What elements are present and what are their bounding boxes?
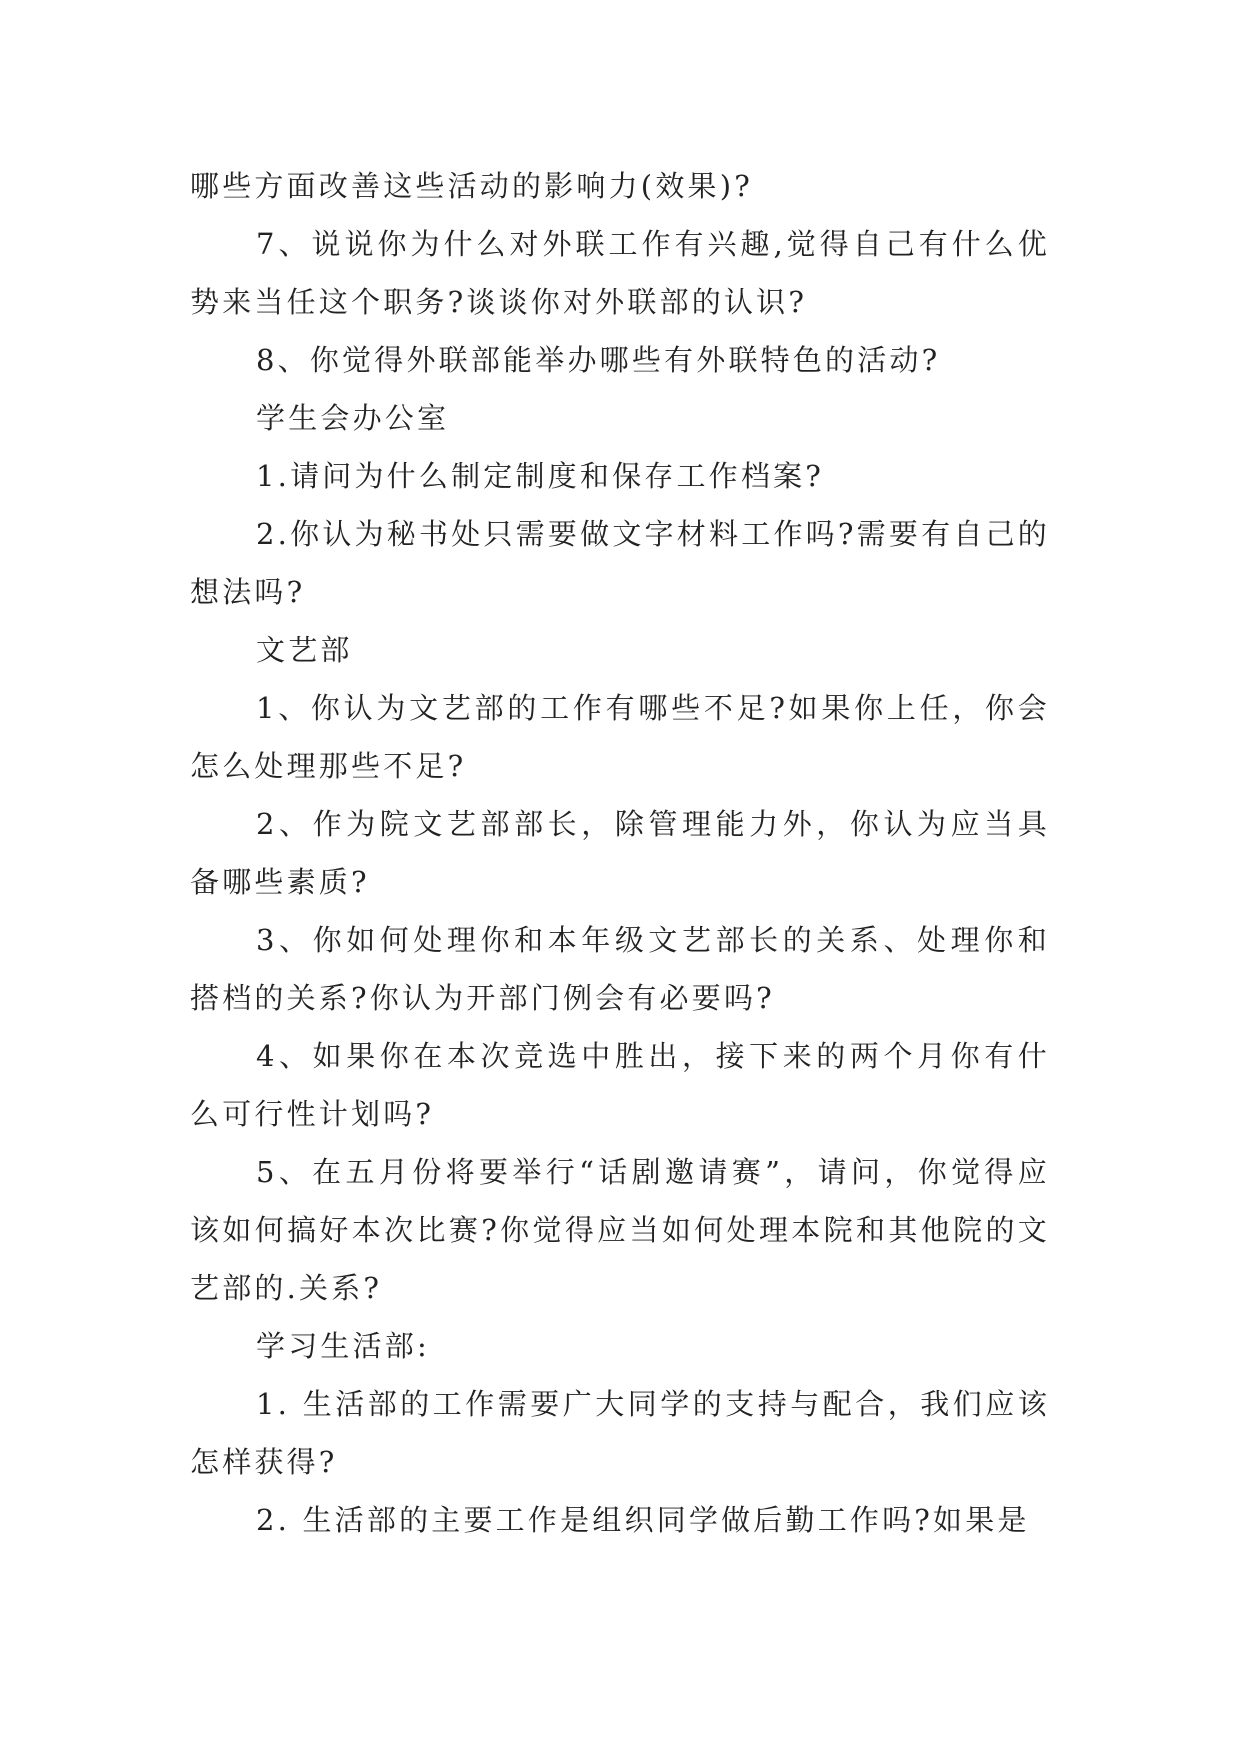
document-body [190, 157, 1050, 1549]
study-life-question-1: 1. 生活部的工作需要广大同学的支持与配合，我们应该怎样获得? [190, 1387, 1050, 1479]
arts-question-1: 1、你认为文艺部的工作有哪些不足?如果你上任，你会怎么处理那些不足? [190, 691, 1050, 783]
arts-question-5: 5、在五月份将要举行“话剧邀请赛”，请问，你觉得应该如何搞好本次比赛?你觉得应当如何处理本院和其他院的文艺部的.关系? [190, 1155, 1050, 1305]
study-life-question-2: 2. 生活部的主要工作是组织同学做后勤工作吗?如果是 [256, 1503, 1030, 1537]
section-heading-arts: 文艺部 [256, 633, 353, 667]
office-question-1: 1.请问为什么制定制度和保存工作档案? [256, 459, 825, 493]
arts-question-4: 4、如果你在本次竞选中胜出，接下来的两个月你有什么可行性计划吗? [190, 1039, 1050, 1131]
question-8: 8、你觉得外联部能举办哪些有外联特色的活动? [256, 343, 941, 377]
section-heading-office: 学生会办公室 [256, 401, 450, 435]
office-question-2: 2.你认为秘书处只需要做文字材料工作吗?需要有自己的想法吗? [190, 517, 1050, 609]
arts-question-2: 2、作为院文艺部部长，除管理能力外，你认为应当具备哪些素质? [190, 807, 1050, 899]
section-heading-study-life: 学习生活部: [256, 1329, 430, 1363]
arts-question-3: 3、你如何处理你和本年级文艺部长的关系、处理你和搭档的关系?你认为开部门例会有必要吗? [190, 923, 1050, 1015]
question-7: 7、说说你为什么对外联工作有兴趣,觉得自己有什么优势来当任这个职务?谈谈你对外联部的认识? [190, 227, 1050, 319]
paragraph-continuation: 哪些方面改善这些活动的影响力(效果)? [190, 169, 753, 203]
